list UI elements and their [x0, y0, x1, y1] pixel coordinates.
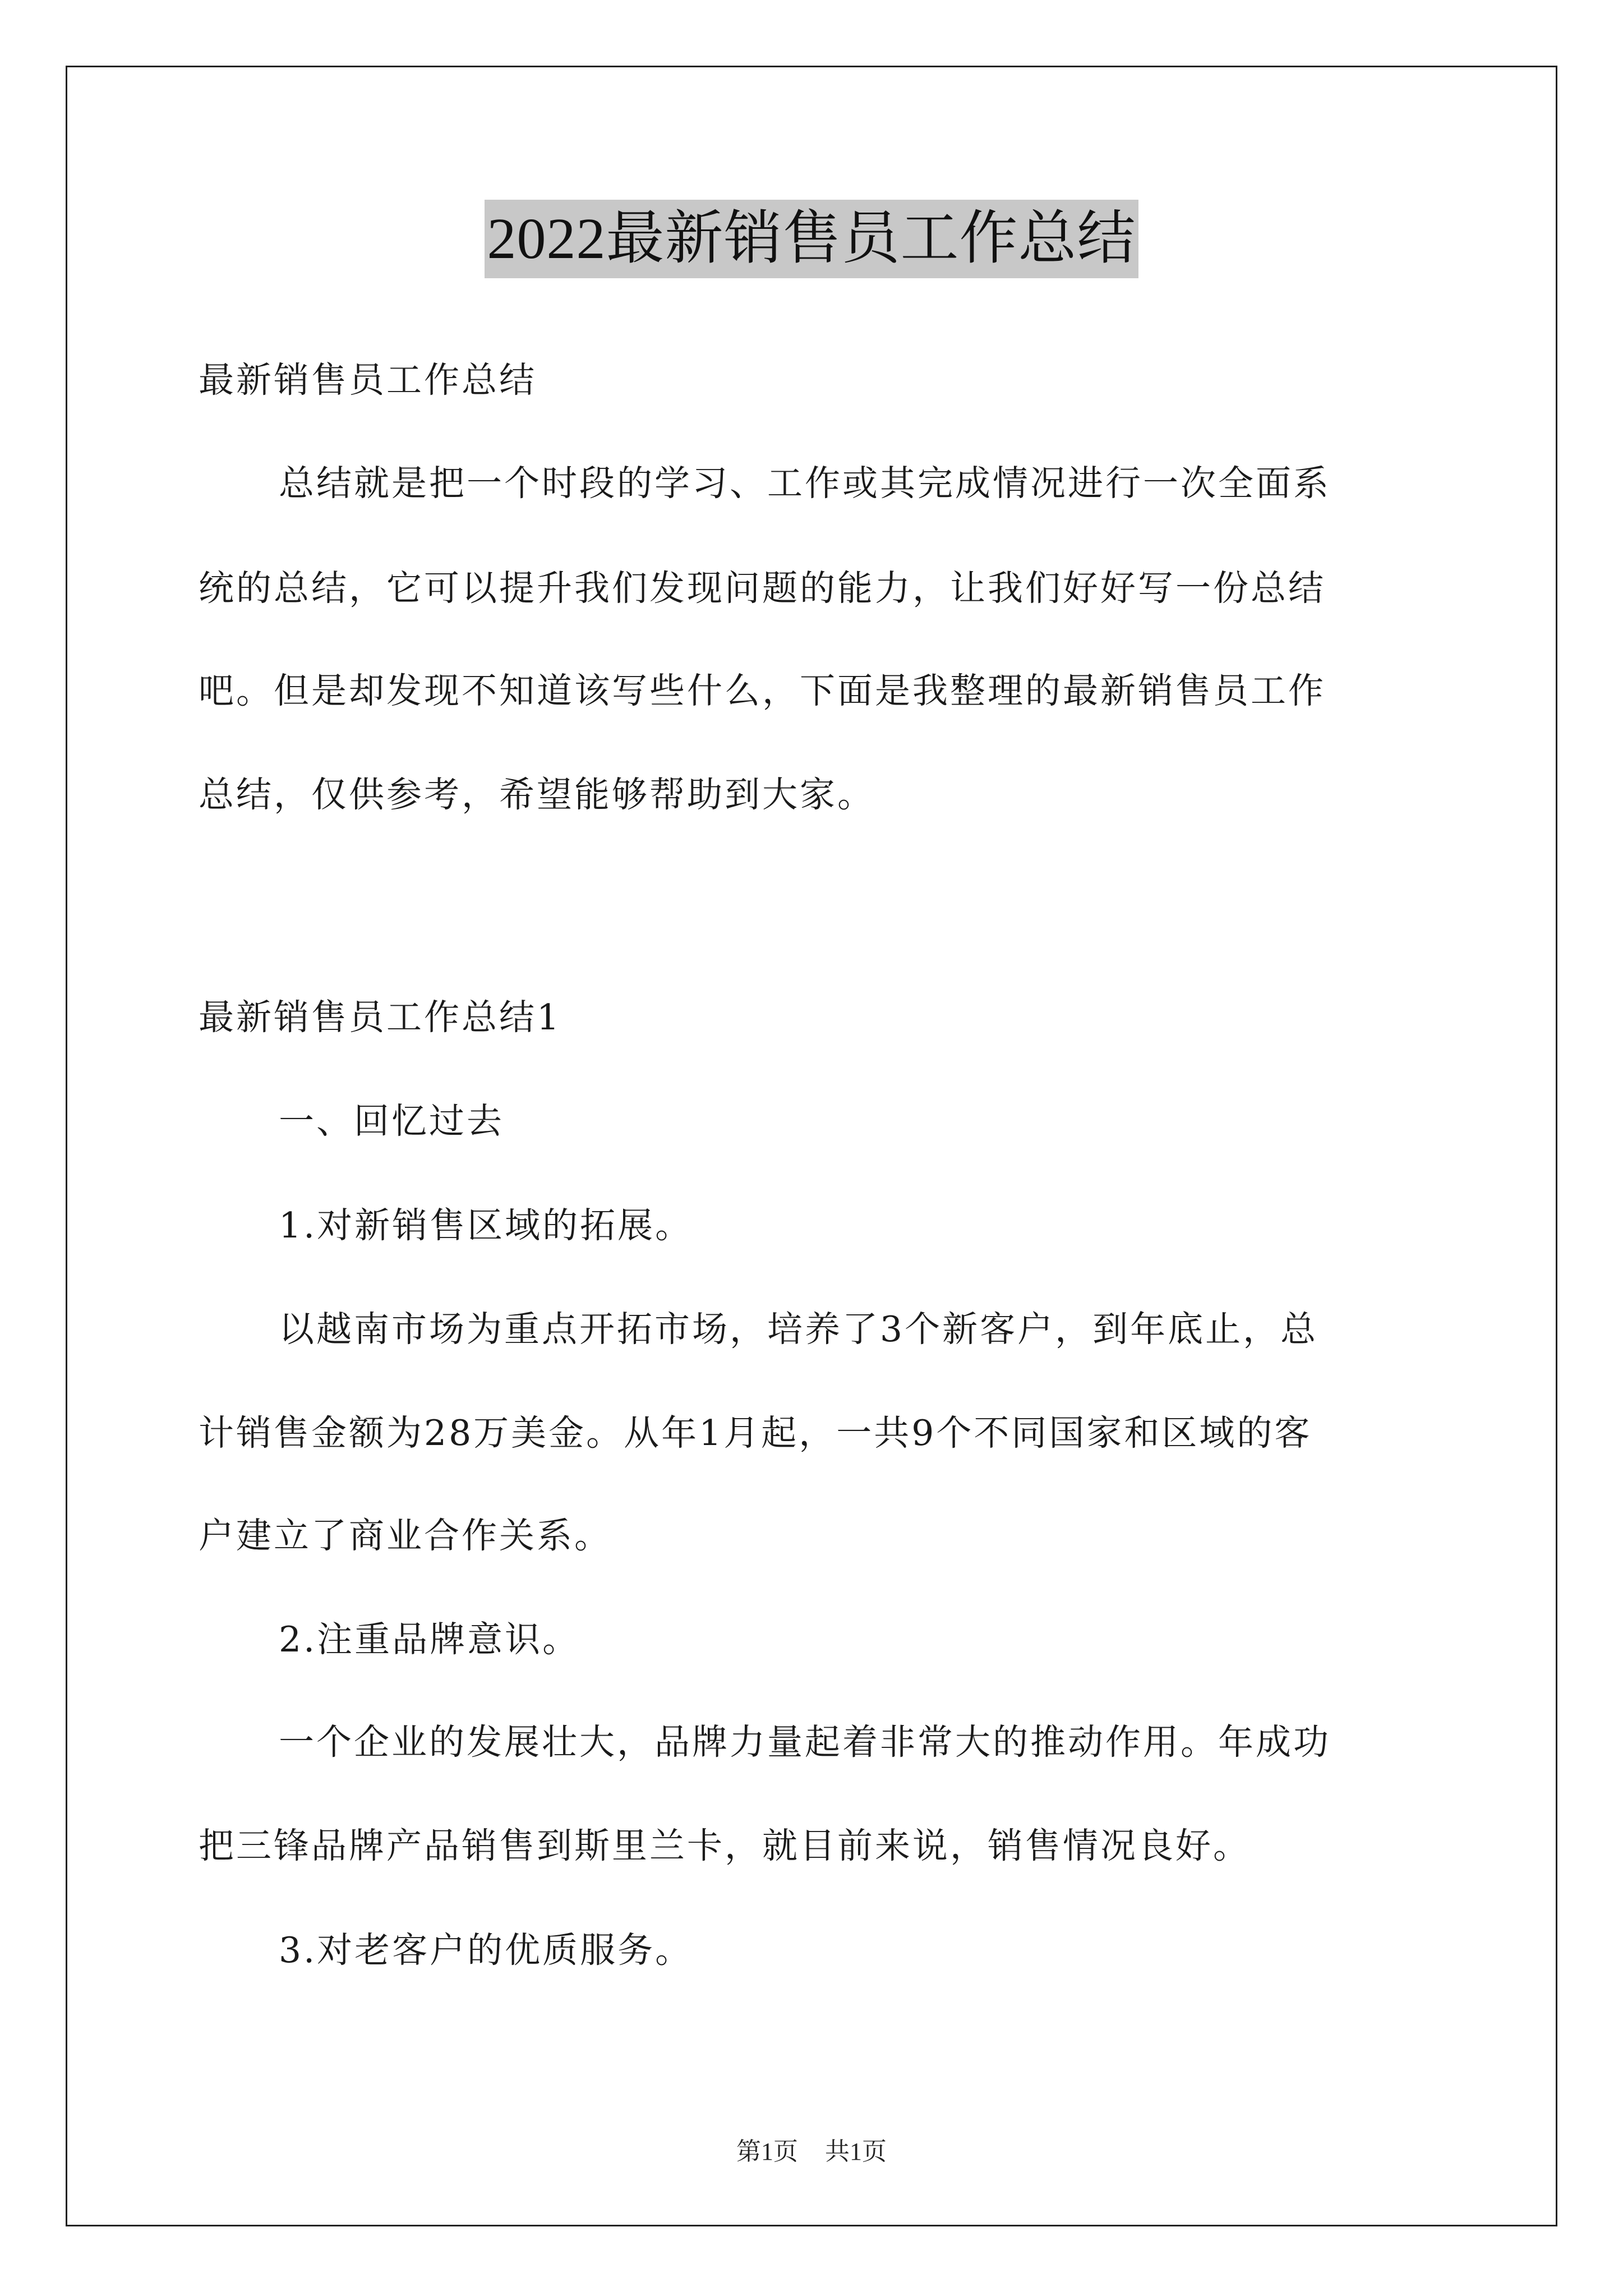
- item2-line-1: 一个企业的发展壮大，品牌力量起着非常大的推动作用。年成功: [279, 1722, 1331, 1763]
- item2-line-2: 把三锋品牌产品销售到斯里兰卡，就目前来说，销售情况良好。: [199, 1825, 1251, 1866]
- part-heading: 一、回忆过去: [279, 1101, 504, 1142]
- page-number: 第1页: [736, 2138, 798, 2165]
- intro-line-1: 总结就是把一个时段的学习、工作或其完成情况进行一次全面系: [279, 463, 1331, 504]
- item1-heading: 1.对新销售区域的拓展。: [279, 1205, 693, 1246]
- item1-line-3: 户建立了商业合作关系。: [199, 1515, 612, 1556]
- title-container: [0, 200, 1623, 278]
- item1-line-1: 以越南市场为重点开拓市场，培养了3个新客户，到年底止，总: [279, 1309, 1318, 1350]
- page-total: 共1页: [825, 2138, 887, 2165]
- item3-heading: 3.对老客户的优质服务。: [279, 1930, 693, 1971]
- page-footer: [0, 2135, 1623, 2169]
- intro-line-3: 吧。但是却发现不知道该写些什么，下面是我整理的最新销售员工作: [199, 670, 1326, 711]
- intro-line-4: 总结，仅供参考，希望能够帮助到大家。: [199, 774, 875, 815]
- item2-heading: 2.注重品牌意识。: [279, 1619, 580, 1660]
- document-subtitle: 最新销售员工作总结: [199, 360, 537, 401]
- section-heading: 最新销售员工作总结1: [199, 997, 562, 1038]
- document-title: 2022最新销售员工作总结: [485, 200, 1138, 278]
- intro-line-2: 统的总结，它可以提升我们发现问题的能力，让我们好好写一份总结: [199, 568, 1326, 609]
- item1-line-2: 计销售金额为28万美金。从年1月起，一共9个不同国家和区域的客: [199, 1412, 1312, 1453]
